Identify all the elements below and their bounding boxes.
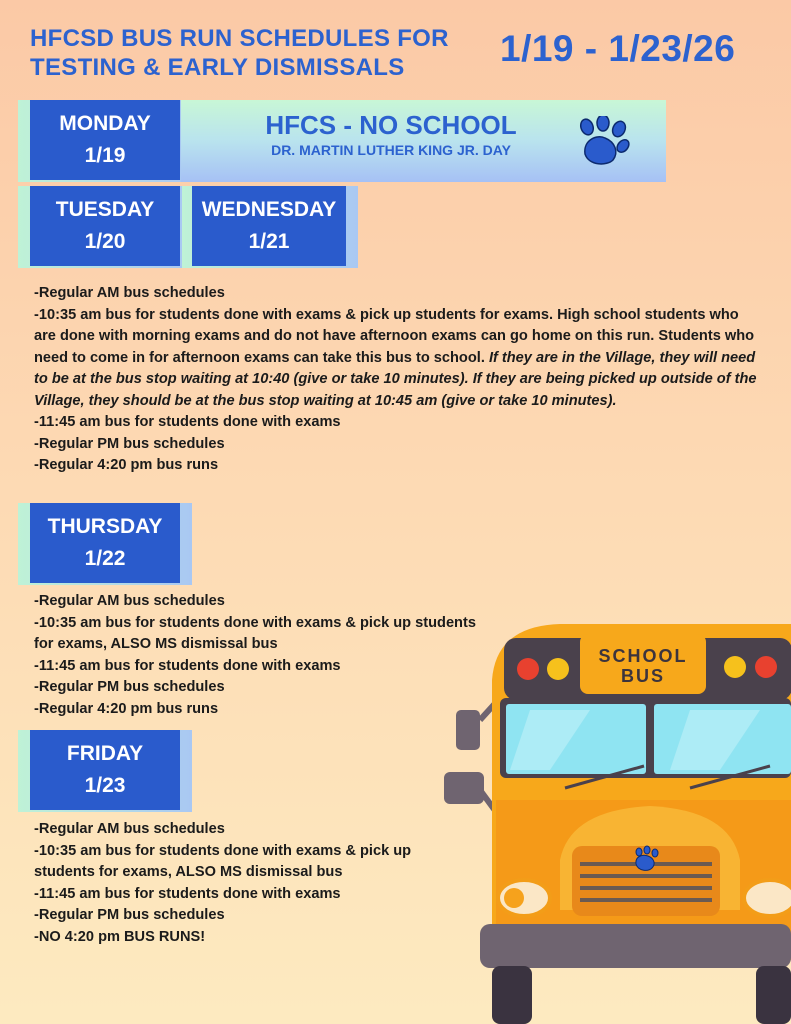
- schedule-line: -11:45 am bus for students done with exams: [34, 657, 341, 674]
- schedule-line: -10:35 am bus for students done with exams & pick up students: [34, 614, 476, 631]
- banner-title: HFCS - NO SCHOOL: [265, 110, 517, 140]
- day-date: 1/19: [84, 144, 126, 167]
- schedule-line: students for exams, ALSO MS dismissal bus: [34, 864, 343, 880]
- day-label: FRIDAY: [66, 742, 144, 765]
- tue-wed-schedule: [34, 283, 764, 477]
- day-date: 1/23: [84, 774, 126, 797]
- bus-tire: [756, 966, 791, 1024]
- schedule-text: -10:35 am bus for students done with exams & pick up students for exams. High school students who are done with morning exams and do not have afternoon exams can go home on this run. Students who need to come in for afternoon exams can take this bus to school.: [34, 306, 755, 366]
- bus-mirror: [444, 772, 484, 804]
- bus-amber-light: [724, 656, 746, 678]
- day-box-wednesday: [192, 186, 346, 266]
- day-label: THURSDAY: [47, 515, 163, 538]
- bus-amber-light: [547, 658, 569, 680]
- day-box-monday: [30, 100, 180, 180]
- bus-tire: [492, 966, 532, 1024]
- schedule-line: -Regular 4:20 pm bus runs: [34, 700, 219, 717]
- bus-bumper: [480, 924, 791, 968]
- headlight-inner: [504, 888, 524, 908]
- day-date: 1/21: [248, 230, 290, 253]
- bus-mirror: [456, 710, 480, 750]
- bus-red-light: [517, 658, 539, 680]
- schedule-line: -Regular PM bus schedules: [34, 435, 225, 452]
- schedule-line: -Regular PM bus schedules: [34, 679, 225, 695]
- day-label: TUESDAY: [55, 198, 155, 221]
- day-date: 1/20: [84, 230, 126, 253]
- day-date: 1/22: [84, 547, 126, 570]
- paw-print-icon: [573, 116, 631, 168]
- schedule-line: -11:45 am bus for students done with exams: [34, 414, 341, 430]
- schedule-line: -Regular 4:20 pm bus runs: [34, 457, 219, 473]
- schedule-line: -Regular AM bus schedules: [34, 593, 225, 609]
- page-title: HFCSD BUS RUN SCHEDULES FOR TESTING & EARLY DISMISSALS: [30, 25, 449, 81]
- banner-subtitle: DR. MARTIN LUTHER KING JR. DAY: [271, 142, 511, 158]
- bus-sign-line: SCHOOL: [598, 646, 688, 666]
- day-box-tuesday: [30, 186, 180, 266]
- day-label: WEDNESDAY: [201, 198, 337, 221]
- day-box-friday: [30, 730, 180, 810]
- friday-schedule: [34, 819, 454, 948]
- schedule-line: [34, 305, 764, 413]
- schedule-line: -11:45 am bus for students done with exams: [34, 885, 341, 902]
- headlight: [744, 880, 791, 916]
- schedule-line: for exams, ALSO MS dismissal bus: [34, 636, 278, 652]
- bus-red-light: [755, 656, 777, 678]
- schedule-line: -10:35 am bus for students done with exams & pick up: [34, 842, 412, 859]
- schedule-line: -NO 4:20 pm BUS RUNS!: [34, 928, 206, 945]
- bus-sign-line: BUS: [620, 666, 666, 686]
- day-box-thursday: [30, 503, 180, 583]
- day-label: MONDAY: [59, 112, 151, 135]
- date-range: 1/19 - 1/23/26: [500, 28, 736, 69]
- schedule-line: -Regular AM bus schedules: [34, 285, 225, 301]
- no-school-banner: [181, 100, 666, 182]
- school-bus-illustration: [440, 620, 791, 1024]
- schedule-line: -Regular PM bus schedules: [34, 907, 225, 923]
- schedule-line: -Regular AM bus schedules: [34, 821, 225, 837]
- schedule-note-italic: If they are in the Village, they will need to be at the bus stop waiting at 10:40 (give or take 10 minutes). If they are being picked up outside of the Village, they should be at the bus stop waiting at 10:45 am (give or take 10 minutes).: [34, 349, 757, 409]
